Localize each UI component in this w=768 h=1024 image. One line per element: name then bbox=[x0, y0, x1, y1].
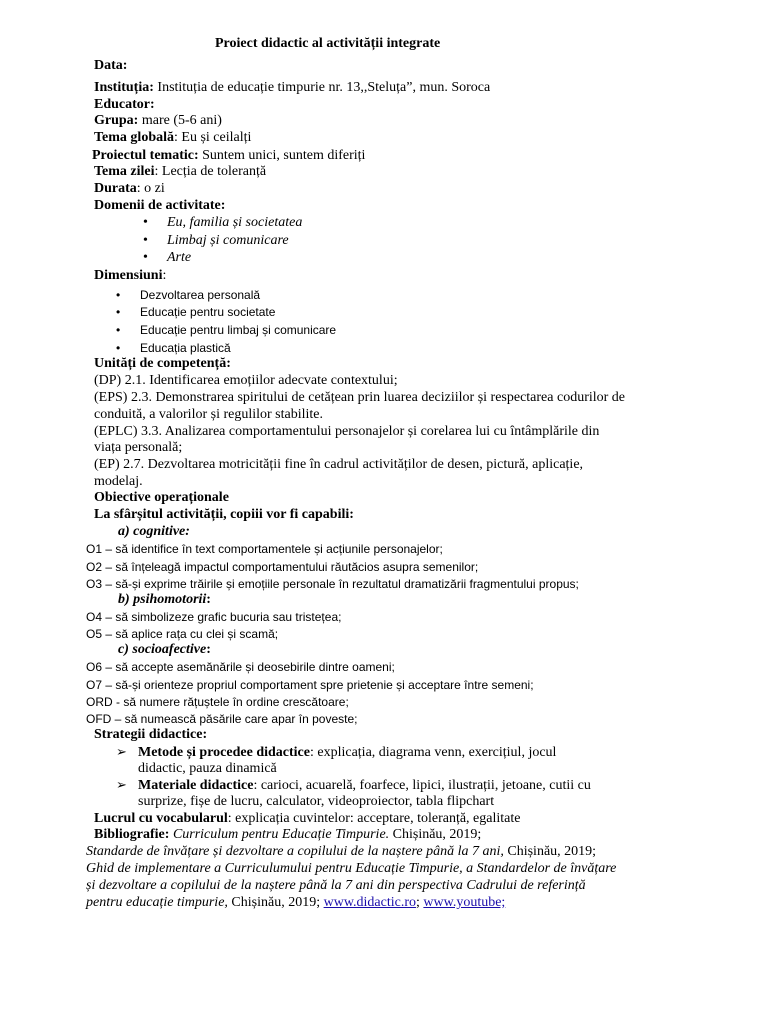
tema-globala-value: : Eu și ceilalți bbox=[174, 130, 252, 145]
dimensiuni-item-label: Educația plastică bbox=[140, 341, 231, 355]
unitati-line: (EPS) 2.3. Demonstrarea spiritului de cetățean prin luarea deciziilor și respectarea codurilor de bbox=[94, 390, 626, 405]
proiect-tematic-row bbox=[92, 148, 365, 164]
psihomotorii-label: b) psihomotorii bbox=[118, 592, 207, 607]
bibliografie-item-2-rest: Chișinău, 2019; bbox=[503, 844, 597, 859]
tema-zilei-row bbox=[94, 164, 266, 180]
dimensiuni-item-label: Educație pentru limbaj și comunicare bbox=[140, 323, 337, 337]
dimensiuni-item bbox=[116, 287, 260, 303]
domenii-item-label: Arte bbox=[167, 250, 192, 265]
lucrul-row bbox=[94, 811, 520, 827]
domenii-item bbox=[143, 215, 302, 231]
arrow-bullet-icon: ➢ bbox=[116, 744, 127, 759]
materiale-label: Materiale didactice bbox=[138, 778, 254, 793]
dimensiuni-item-label: Dezvoltarea personală bbox=[140, 288, 261, 302]
metode-value: : explicația, diagrama venn, exercițiul, jocul bbox=[309, 745, 557, 760]
educator-label: Educator: bbox=[94, 97, 155, 112]
dimensiuni-row bbox=[94, 268, 166, 284]
metode-row bbox=[116, 744, 556, 761]
psihomotorii-row bbox=[118, 592, 211, 608]
bullet-icon: • bbox=[143, 233, 148, 248]
tema-globala-row bbox=[94, 130, 251, 146]
institutia-label: Instituția: bbox=[94, 80, 154, 95]
durata-value: : o zi bbox=[136, 181, 165, 196]
bibliografie-label: Bibliografie: bbox=[94, 827, 170, 842]
link-separator: ; bbox=[416, 895, 424, 910]
socioafective-row bbox=[118, 642, 211, 658]
dimensiuni-item bbox=[116, 304, 275, 320]
unitati-line: (EPLC) 3.3. Analizarea comportamentului personajelor și corelarea lui cu întâmplările din bbox=[94, 424, 600, 439]
unitati-line: (EP) 2.7. Dezvoltarea motricității fine în cadrul activităților de desen, pictură, aplicație, bbox=[94, 457, 584, 472]
dimensiuni-item bbox=[116, 340, 231, 356]
socioafective-label: c) socioafective bbox=[118, 642, 207, 657]
domenii-item-label: Limbaj și comunicare bbox=[167, 233, 289, 248]
unitati-line: viața personală; bbox=[94, 440, 183, 455]
materiale-row bbox=[116, 777, 591, 794]
data-label: Data: bbox=[94, 58, 128, 73]
bibliografie-item-1-rest: Chișinău, 2019; bbox=[389, 827, 482, 842]
domenii-label: Domenii de activitate: bbox=[94, 198, 226, 213]
bullet-icon: • bbox=[116, 305, 121, 319]
objective-item: O3 – să-și exprime trăirile și emoțiile personale în rezultatul dramatizării fragmentului propus; bbox=[86, 577, 579, 591]
strategii-label: Strategii didactice: bbox=[94, 727, 208, 742]
dimensiuni-item bbox=[116, 322, 336, 338]
lucrul-value: : explicația cuvintelor: acceptare, toleranță, egalitate bbox=[227, 811, 521, 826]
bibliografie-item-2-title: Standarde de învățare și dezvoltare a copilului de la naștere până la 7 ani, bbox=[86, 844, 504, 859]
tema-zilei-label: Tema zilei bbox=[94, 164, 155, 179]
objective-item: O7 – să-și orienteze propriul comportament spre prietenie și acceptare între semeni; bbox=[86, 678, 534, 692]
institutia-row bbox=[94, 80, 490, 96]
lucrul-label: Lucrul cu vocabularul bbox=[94, 811, 228, 826]
unitati-line: conduită, a valorilor și regulilor stabilite. bbox=[94, 407, 323, 422]
proiect-tematic-value: Suntem unici, suntem diferiți bbox=[202, 148, 366, 163]
bibliografie-item-3-rest: Chișinău, 2019; bbox=[227, 895, 324, 910]
obiective-label: Obiective operaționale bbox=[94, 490, 229, 505]
objective-item: O2 – să înțeleagă impactul comportamentului răutăcios asupra semenilor; bbox=[86, 560, 479, 574]
didactic-link[interactable]: www.didactic.ro bbox=[323, 895, 416, 910]
grupa-label: Grupa: bbox=[94, 113, 139, 128]
materiale-value: : carioci, acuarelă, foarfece, lipici, ilustrații, jetoane, cutii cu bbox=[253, 778, 591, 793]
objective-item: ORD - să numere rățuștele în ordine crescătoare; bbox=[86, 695, 349, 709]
arrow-bullet-icon: ➢ bbox=[116, 777, 127, 792]
domenii-item-label: Eu, familia și societatea bbox=[167, 215, 303, 230]
dimensiuni-colon: : bbox=[162, 268, 167, 283]
socioafective-colon: : bbox=[206, 642, 211, 657]
bullet-icon: • bbox=[116, 323, 121, 337]
bibliografie-item-3-continued: și dezvoltare a copilului de la naștere până la 7 ani din perspectiva Cadrului de referință bbox=[86, 878, 586, 893]
unitati-line: modelaj. bbox=[94, 474, 143, 489]
bullet-icon: • bbox=[143, 215, 148, 230]
bullet-icon: • bbox=[116, 341, 121, 355]
dimensiuni-item-label: Educație pentru societate bbox=[140, 305, 276, 319]
institutia-value: Instituția de educație timpurie nr. 13,,Steluța”, mun. Soroca bbox=[157, 80, 491, 95]
psihomotorii-colon: : bbox=[206, 592, 211, 607]
objective-item: O1 – să identifice în text comportamentele și acțiunile personajelor; bbox=[86, 542, 443, 556]
objective-item: O6 – să accepte asemănările și deosebirile dintre oameni; bbox=[86, 660, 395, 674]
metode-label: Metode și procedee didactice bbox=[138, 745, 310, 760]
objective-item: O5 – să aplice rața cu clei și scamă; bbox=[86, 627, 279, 641]
durata-label: Durata bbox=[94, 181, 137, 196]
bibliografie-item-3-italic: pentru educație timpurie, bbox=[86, 895, 228, 910]
dimensiuni-label: Dimensiuni bbox=[94, 268, 163, 283]
document-title: Proiect didactic al activității integrate bbox=[215, 36, 441, 51]
objective-item: O4 – să simbolizeze grafic bucuria sau tristețea; bbox=[86, 610, 342, 624]
bibliografie-row bbox=[94, 827, 481, 843]
bullet-icon: • bbox=[143, 250, 148, 265]
bibliografie-item-3: Ghid de implementare a Curriculumului pentru Educație Timpurie, a Standardelor de învățare bbox=[86, 861, 617, 876]
la-sfarsit-label: La sfârșitul activității, copiii vor fi capabili: bbox=[94, 507, 354, 522]
grupa-row bbox=[94, 113, 222, 129]
metode-value-continued: didactic, pauza dinamică bbox=[138, 761, 277, 776]
bibliografie-item-3-end bbox=[86, 895, 505, 911]
bibliografie-item-1-title: Curriculum pentru Educație Timpurie. bbox=[172, 827, 390, 842]
unitati-label: Unități de competență: bbox=[94, 356, 231, 371]
tema-zilei-value: : Lecția de toleranță bbox=[154, 164, 267, 179]
unitati-line: (DP) 2.1. Identificarea emoțiilor adecvate contextului; bbox=[94, 373, 398, 388]
durata-row bbox=[94, 181, 165, 197]
domenii-item bbox=[143, 233, 289, 249]
tema-globala-label: Tema globală bbox=[94, 130, 174, 145]
bullet-icon: • bbox=[116, 288, 121, 302]
cognitive-label: a) cognitive: bbox=[118, 524, 190, 539]
bibliografie-item-2 bbox=[86, 844, 596, 860]
domenii-item bbox=[143, 250, 191, 266]
youtube-link[interactable]: www.youtube; bbox=[423, 895, 506, 910]
objective-item: OFD – să numească păsările care apar în poveste; bbox=[86, 712, 358, 726]
grupa-value: mare (5-6 ani) bbox=[141, 113, 222, 128]
materiale-value-continued: surprize, fișe de lucru, calculator, videoproiector, tabla flipchart bbox=[138, 794, 495, 809]
proiect-tematic-label: Proiectul tematic: bbox=[92, 148, 199, 163]
